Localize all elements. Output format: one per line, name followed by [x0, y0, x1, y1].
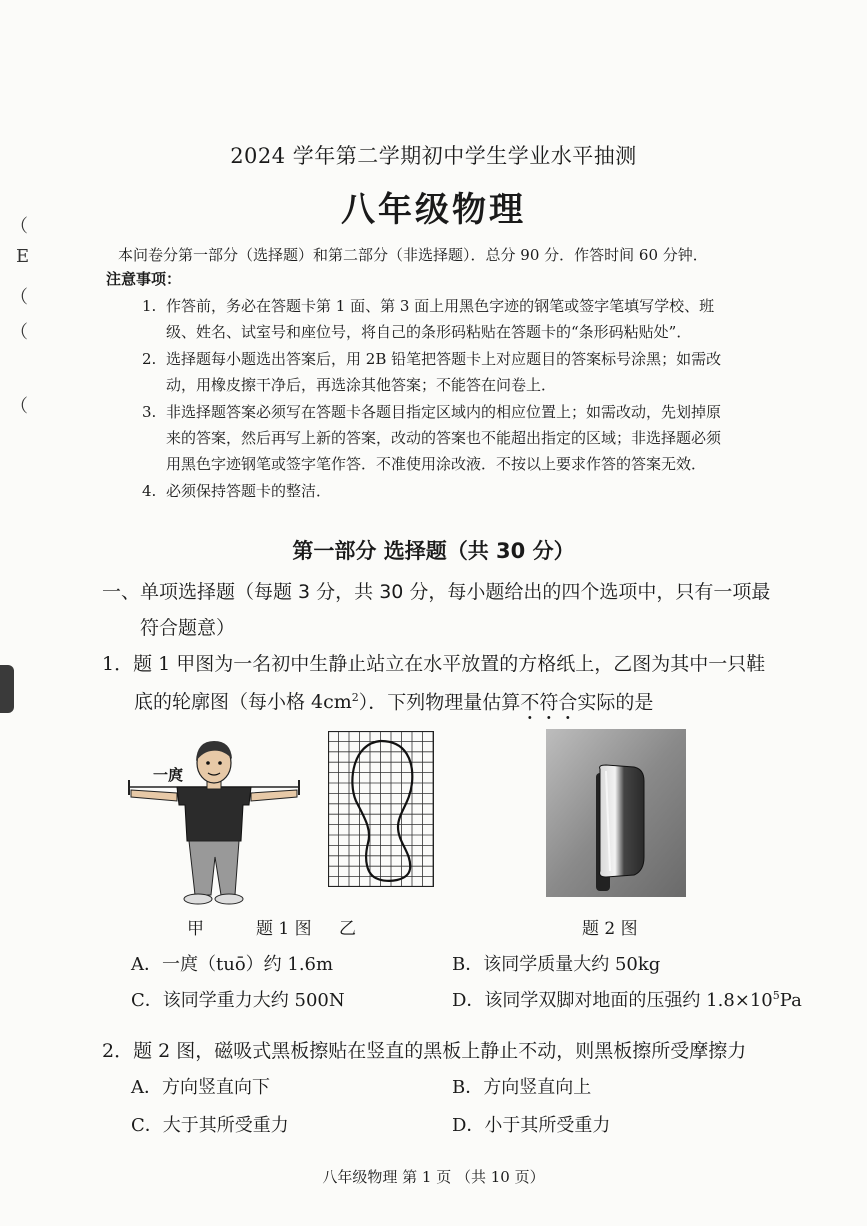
q2-option-b: B．方向竖直向上	[452, 1077, 592, 1098]
figure-label-yi: 乙	[339, 919, 356, 939]
subject-title: 八年级物理	[341, 190, 526, 230]
q1-option-c: C．该同学重力大约 500N	[131, 990, 345, 1011]
notice-item-line: 非选择题答案必须写在答题卡各题目指定区域内的相应位置上；如需改动，先划掉原	[166, 403, 722, 421]
notice-item-line: 作答前，务必在答题卡第 1 面、第 3 面上用黑色字迹的钢笔或签字笔填写学校、班	[166, 297, 715, 315]
emphasized-text: 不符合	[520, 691, 578, 714]
notice-item-line: 来的答案，然后再写上新的答案，改动的答案也不能超出指定的区域；非选择题必须	[166, 429, 722, 447]
section-heading	[102, 574, 802, 646]
exam-intro: 本问卷分第一部分（选择题）和第二部分（非选择题）．总分 90 分．作答时间 60 分钟．	[118, 246, 708, 264]
question-2	[102, 1034, 822, 1068]
margin-mark: （	[10, 216, 28, 237]
margin-mark: E	[16, 246, 30, 267]
question-text: ）．下列物理量估算	[358, 691, 521, 714]
notice-item-number: 2.	[142, 350, 157, 368]
notice-item-line: 必须保持答题卡的整洁．	[166, 482, 332, 500]
margin-scan-artifact	[0, 665, 14, 713]
q1-option-b: B．该同学质量大约 50kg	[452, 954, 661, 975]
question-text: 题 1 甲图为一名初中生静止站立在水平放置的方格纸上，乙图为其中一只鞋	[133, 653, 766, 675]
blackboard-eraser-photo	[546, 729, 686, 897]
notice-item-number: 4.	[142, 482, 157, 500]
notice-item	[142, 346, 792, 398]
q1-option-a: A．一庹（tuō）约 1.6m	[131, 954, 334, 975]
notice-heading: 注意事项：	[106, 270, 182, 288]
figure-2-caption: 题 2 图	[582, 919, 638, 939]
q1-option-d	[452, 986, 802, 1012]
margin-mark: （	[10, 287, 28, 308]
superscript: 5	[772, 989, 780, 1002]
notice-item-line: 动，用橡皮擦干净后，再选涂其他答案；不能答在问卷上．	[166, 376, 557, 394]
section-heading-line: 一、单项选择题（每题 3 分，共 30 分，每小题给出的四个选项中，只有一项最	[102, 581, 771, 603]
question-number: 2．	[102, 1040, 134, 1062]
notice-item	[142, 478, 792, 504]
figure-1-caption: 题 1 图	[256, 919, 312, 939]
q2-option-a: A．方向竖直向下	[131, 1077, 270, 1098]
page-footer: 八年级物理 第 1 页 （共 10 页）	[322, 1168, 545, 1186]
notice-item-line: 选择题每小题选出答案后，用 2B 铅笔把答题卡上对应题目的答案标号涂黑；如需改	[166, 350, 722, 368]
question-text: 题 2 图，磁吸式黑板擦贴在竖直的黑板上静止不动，则黑板擦所受摩擦力	[133, 1040, 747, 1062]
part1-title: 第一部分 选择题（共 30 分）	[292, 539, 575, 563]
notice-item-line: 级、姓名、试室号和座位号，将自己的条形码粘贴在答题卡的“条形码粘贴处”．	[166, 323, 692, 341]
exam-title: 2024 学年第二学期初中学生学业水平抽测	[230, 144, 637, 168]
notice-item-number: 3.	[142, 403, 157, 421]
section-heading-line: 符合题意）	[140, 617, 236, 639]
notice-item-line: 用黑色字迹钢笔或签字笔作答．不准使用涂改液．不按以上要求作答的答案无效．	[166, 455, 707, 473]
figure-label-jia: 甲	[187, 919, 204, 939]
superscript: 2	[351, 691, 359, 704]
student-figure	[125, 735, 305, 907]
notice-item	[142, 399, 792, 477]
option-text: Pa	[779, 990, 802, 1011]
option-text: D．该同学双脚对地面的压强约 1.8×10	[452, 990, 773, 1011]
question-number: 1．	[102, 653, 134, 675]
notice-item	[142, 293, 792, 345]
margin-mark: （	[10, 396, 28, 417]
question-text: 实际的是	[577, 691, 654, 714]
arm-span-label: 一庹	[153, 766, 184, 784]
question-1	[102, 647, 822, 724]
q2-option-c: C．大于其所受重力	[131, 1115, 289, 1136]
notice-item-number: 1.	[142, 297, 157, 315]
q2-option-d: D．小于其所受重力	[452, 1115, 611, 1136]
shoe-sole-grid-figure	[328, 731, 434, 887]
question-text: 底的轮廓图（每小格 4cm	[134, 691, 352, 714]
margin-mark: （	[10, 322, 28, 343]
